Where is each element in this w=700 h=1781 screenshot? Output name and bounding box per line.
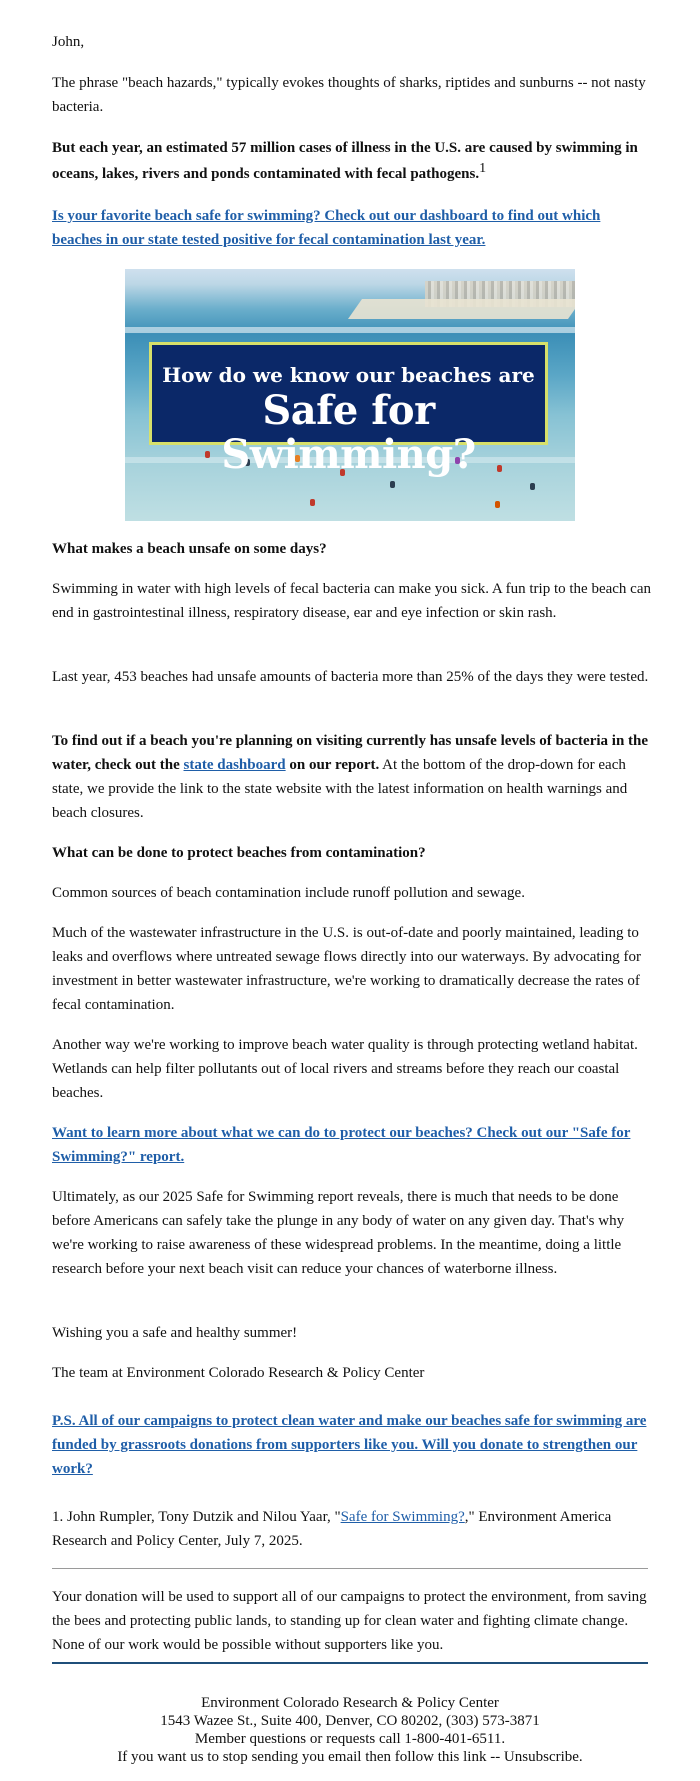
footer-org: Environment Colorado Research & Policy Center	[201, 1695, 499, 1711]
footer	[52, 1694, 648, 1766]
footnote-report-link[interactable]: Safe for Swimming?	[340, 1509, 465, 1525]
section-heading: What can be done to protect beaches from contamination?	[52, 845, 426, 861]
swimmer	[530, 483, 535, 490]
section-heading: What makes a beach unsafe on some days?	[52, 541, 327, 557]
paragraph: Another way we're working to improve beach water quality is through protecting wetland habitat. Wetlands can help filter pollutants out of local rivers and streams before they reach our coastal beaches.	[52, 1037, 638, 1101]
paragraph: Wishing you a safe and healthy summer!	[52, 1325, 298, 1341]
hero-banner[interactable]	[125, 269, 575, 521]
greeting: John,	[52, 34, 85, 50]
wave-foam	[125, 327, 575, 333]
hero-line-1: How do we know our beaches are	[162, 363, 535, 387]
footnote-ref: 1	[479, 161, 487, 176]
divider	[52, 1662, 648, 1664]
unsubscribe-link[interactable]: If you want us to stop sending you email then follow this link -- Unsubscribe.	[117, 1749, 583, 1765]
report-link[interactable]: Want to learn more about what we can do to protect our beaches? Check out our "Safe for Swimming?" report.	[52, 1125, 631, 1165]
divider	[52, 1568, 648, 1569]
state-dashboard-link[interactable]: state dashboard	[183, 757, 286, 773]
footnote: 1. John Rumpler, Tony Dutzik and Nilou Yaar, "Safe for Swimming?," Environment America Research and Policy Center, July 7, 2025.	[52, 1509, 612, 1549]
footer-address: 1543 Wazee St., Suite 400, Denver, CO 80202, (303) 573-3871	[160, 1713, 540, 1729]
donate-link[interactable]: P.S. All of our campaigns to protect clean water and make our beaches safe for swimming are funded by grassroots donations from supporters like you. Will you donate to strengthen our work?	[52, 1413, 647, 1477]
swimmer	[495, 501, 500, 508]
stat-paragraph: But each year, an estimated 57 million cases of illness in the U.S. are caused by swimming in oceans, lakes, rivers and ponds contaminated with fecal pathogens.$^1$	[52, 140, 638, 182]
swimmer	[310, 499, 315, 506]
hero-title-box	[149, 342, 548, 478]
signoff: The team at Environment Colorado Research & Policy Center	[52, 1365, 425, 1381]
dashboard-link[interactable]: Is your favorite beach safe for swimming? Check out our dashboard to find out which beaches in our state tested positive for fecal contamination last year.	[52, 208, 601, 248]
report-paragraph	[52, 1121, 652, 1169]
ps-paragraph	[52, 1409, 652, 1481]
paragraph: Much of the wastewater infrastructure in the U.S. is out-of-date and poorly maintained, leading to leaks and overflows where untreated sewage flows directly into our waterways. By advocating for investment in better wastewater infrastructure, we're working to dramatically decrease the rates of fecal contamination.	[52, 925, 641, 1013]
swimmer	[390, 481, 395, 488]
paragraph: Ultimately, as our 2025 Safe for Swimming report reveals, there is much that needs to be done before Americans can safely take the plunge in any body of water on any given day. That's why we're working to raise awareness of these widespread problems. In the meantime, doing a little research before your next beach visit can reduce your chances of waterborne illness.	[52, 1189, 625, 1277]
paragraph: Common sources of beach contamination include runoff pollution and sewage.	[52, 885, 525, 901]
paragraph: Swimming in water with high levels of fecal bacteria can make you sick. A fun trip to the beach can end in gastrointestinal illness, respiratory disease, ear and eye infection or skin rash.	[52, 581, 651, 621]
hero-line-2: Safe for Swimming?	[221, 387, 476, 478]
dashboard-paragraph	[52, 204, 652, 252]
donation-note: Your donation will be used to support all of our campaigns to protect the environment, from saving the bees and protecting public lands, to standing up for clean water and fighting climate change. None of our work would be possible without supporters like you.	[52, 1589, 647, 1653]
paragraph: Last year, 453 beaches had unsafe amounts of bacteria more than 25% of the days they were tested.	[52, 669, 649, 685]
footer-member: Member questions or requests call 1-800-401-6511.	[194, 1731, 506, 1747]
beach-sand	[348, 299, 575, 319]
dashboard-cta-paragraph: To find out if a beach you're planning on visiting currently has unsafe levels of bacteria in the water, check out the state dashboard on our report. At the bottom of the drop-down for each state, we provide the link to the state website with the latest information on health warnings and beach closures.	[52, 733, 649, 821]
intro-paragraph: The phrase "beach hazards," typically evokes thoughts of sharks, riptides and sunburns -- not nasty bacteria.	[52, 75, 646, 115]
